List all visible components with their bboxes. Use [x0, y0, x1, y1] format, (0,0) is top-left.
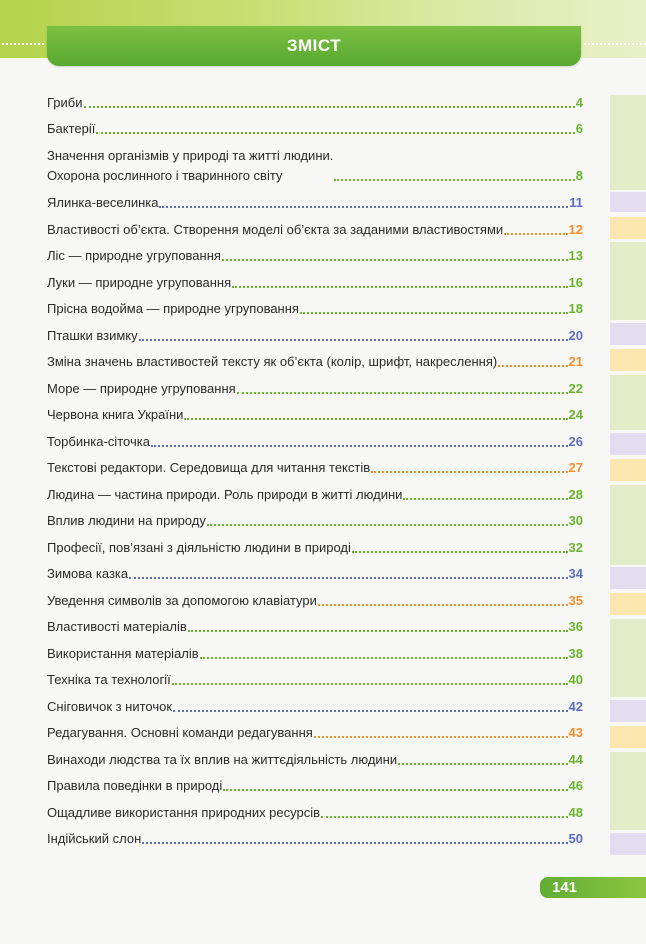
- toc-entry-page: 48: [568, 805, 583, 820]
- toc-entry-page: 46: [568, 778, 583, 793]
- header-tab: [47, 26, 581, 66]
- dot-leader: [159, 206, 568, 208]
- toc-entry-page: 11: [569, 195, 583, 210]
- toc-entry-title: Море — природне угруповання: [47, 381, 236, 396]
- decorative-dots-left: [2, 43, 44, 45]
- dot-leader: [84, 106, 575, 108]
- toc-entry[interactable]: [47, 95, 583, 111]
- toc-entry-title: Редагування. Основні команди редагування: [47, 725, 313, 740]
- toc-entry-page: 18: [568, 301, 583, 316]
- toc-entry-page: 4: [575, 95, 583, 110]
- dot-leader: [223, 789, 567, 791]
- side-strip-purple: [610, 433, 646, 455]
- toc-entry[interactable]: [47, 646, 583, 662]
- page-title: ЗМІСТ: [286, 36, 342, 55]
- toc-entry-page: 32: [568, 540, 583, 555]
- toc-entry-page: 43: [568, 725, 583, 740]
- side-strip-orange: [610, 726, 646, 748]
- toc-entry-title: Техніка та технології: [47, 672, 171, 687]
- toc-entry[interactable]: [47, 460, 583, 476]
- toc-entry-title-line: Значення організмів у природі та житті людини.: [47, 148, 334, 163]
- toc-entry-title: Ліс — природне угруповання: [47, 248, 221, 263]
- side-strip-green: [610, 242, 646, 320]
- dot-leader: [129, 577, 567, 579]
- toc-entry-page: 36: [568, 619, 583, 634]
- dot-leader: [151, 445, 568, 447]
- toc-entry-title: Сніговичок з ниточок: [47, 699, 173, 714]
- toc-entry-page: 12: [568, 222, 583, 237]
- toc-entry-page: 42: [568, 699, 583, 714]
- toc-entry[interactable]: [47, 725, 583, 741]
- toc-entry-title: Професії, пов’язані з діяльністю людини в природі: [47, 540, 351, 555]
- toc-entry[interactable]: [47, 831, 583, 847]
- toc-entry[interactable]: [47, 778, 583, 794]
- toc-entry-title-line: Охорона рослинного і тваринного світу: [47, 168, 283, 183]
- toc-entry[interactable]: [47, 434, 583, 450]
- toc-entry-title: Людина — частина природи. Роль природи в житті людини: [47, 487, 403, 502]
- toc-entry[interactable]: [47, 381, 583, 397]
- side-strip-orange: [610, 217, 646, 239]
- toc-entry-title: Текстові редактори. Середовища для читання текстів: [47, 460, 371, 475]
- dot-leader: [314, 736, 568, 738]
- toc-entry[interactable]: [47, 805, 583, 821]
- dot-leader: [96, 132, 574, 134]
- toc-entry[interactable]: [47, 121, 583, 137]
- dot-leader: [232, 286, 567, 288]
- toc-entry-title: Ялинка-веселинка: [47, 195, 159, 210]
- toc-entry[interactable]: [47, 752, 583, 768]
- toc-entry[interactable]: [47, 566, 583, 582]
- toc-entry[interactable]: [47, 275, 583, 291]
- dot-leader: [184, 418, 567, 420]
- dot-leader: [200, 657, 568, 659]
- dot-leader: [504, 233, 567, 235]
- dot-leader: [207, 524, 568, 526]
- toc-entry-page: 28: [568, 487, 583, 502]
- toc-entry[interactable]: [47, 593, 583, 609]
- toc-entry-title: Пташки взимку: [47, 328, 138, 343]
- side-strip-purple: [610, 833, 646, 855]
- toc-entry-page: 24: [568, 407, 583, 422]
- dot-leader: [318, 604, 568, 606]
- toc-entry[interactable]: [47, 540, 583, 556]
- toc-entry[interactable]: [47, 301, 583, 317]
- side-strip-green: [610, 485, 646, 565]
- dot-leader: [188, 630, 568, 632]
- dot-leader: [352, 551, 568, 553]
- toc-entry-title: Ощадливе використання природних ресурсів: [47, 805, 321, 820]
- dot-leader: [173, 710, 567, 712]
- page-number-tab: [540, 877, 646, 898]
- toc-entry-page: 6: [575, 121, 583, 136]
- toc-entry[interactable]: [47, 328, 583, 344]
- toc-entry[interactable]: [47, 619, 583, 635]
- toc-entry-page: 16: [568, 275, 583, 290]
- toc-entry-title: Луки — природне угруповання: [47, 275, 232, 290]
- toc-entry-page: 22: [568, 381, 583, 396]
- side-strip-orange: [610, 593, 646, 615]
- dot-leader: [398, 763, 567, 765]
- toc-entry[interactable]: [47, 699, 583, 715]
- toc-entry-title: [47, 148, 333, 184]
- toc-entry-title: Червона книга України: [47, 407, 184, 422]
- side-strip-green: [610, 375, 646, 430]
- dot-leader: [142, 842, 567, 844]
- toc-entry-title: Правила поведінки в природі: [47, 778, 223, 793]
- toc-entry[interactable]: [47, 248, 583, 264]
- toc-entry-page: 13: [568, 248, 583, 263]
- toc-entry-page: 50: [568, 831, 583, 846]
- dot-leader: [222, 259, 568, 261]
- page-number: 141: [552, 879, 578, 896]
- dot-leader: [498, 365, 567, 367]
- dot-leader: [300, 312, 568, 314]
- toc-entry-title: Торбинка-сіточка: [47, 434, 150, 449]
- side-strip-purple: [610, 700, 646, 722]
- toc-entry-title: Вплив людини на природу: [47, 513, 206, 528]
- toc-entry[interactable]: [47, 148, 583, 184]
- toc-entry-page: 44: [568, 752, 583, 767]
- toc-entry[interactable]: [47, 222, 583, 238]
- toc-entry-page: 21: [568, 354, 583, 369]
- toc-entry-page: 35: [568, 593, 583, 608]
- side-strip-purple: [610, 192, 646, 212]
- decorative-dots-right: [584, 43, 646, 45]
- toc-entry[interactable]: [47, 513, 583, 529]
- toc-entry-page: 8: [575, 168, 583, 183]
- toc-entry-title: Індійський слон: [47, 831, 142, 846]
- side-strip-orange: [610, 349, 646, 371]
- side-strip-purple: [610, 567, 646, 589]
- side-strip-green: [610, 95, 646, 190]
- toc-entry-page: 27: [568, 460, 583, 475]
- toc-entry[interactable]: [47, 407, 583, 423]
- dot-leader: [371, 471, 567, 473]
- toc-entry[interactable]: [47, 195, 583, 211]
- dot-leader: [237, 392, 568, 394]
- toc-entry[interactable]: [47, 487, 583, 503]
- toc-entry-page: 20: [568, 328, 583, 343]
- toc-entry-title: Зміна значень властивостей тексту як об’єкта (колір, шрифт, накреслення): [47, 354, 498, 369]
- dot-leader: [403, 498, 567, 500]
- side-strip-green: [610, 752, 646, 830]
- toc-entry-title: Бактерії: [47, 121, 96, 136]
- side-strip-orange: [610, 459, 646, 481]
- dot-leader: [334, 179, 574, 181]
- toc-entry-title: Властивості об’єкта. Створення моделі об’єкта за заданими властивостями: [47, 222, 504, 237]
- toc-entry-title: Гриби: [47, 95, 83, 110]
- toc-entry-title: Властивості матеріалів: [47, 619, 187, 634]
- toc-entry-page: 40: [568, 672, 583, 687]
- dot-leader: [321, 816, 568, 818]
- toc-entry-title: Уведення символів за допомогою клавіатури: [47, 593, 317, 608]
- dot-leader: [139, 339, 568, 341]
- side-strip-green: [610, 619, 646, 697]
- toc-entry-title: Винаходи людства та їх вплив на життєдіяльність людини: [47, 752, 398, 767]
- dot-leader: [172, 683, 568, 685]
- toc-entry-title: Використання матеріалів: [47, 646, 199, 661]
- toc-entry-page: 34: [568, 566, 583, 581]
- toc-entry-title: Зимова казка: [47, 566, 129, 581]
- side-strip-purple: [610, 323, 646, 345]
- toc-entry-page: 26: [568, 434, 583, 449]
- toc-entry-page: 30: [568, 513, 583, 528]
- toc-entry[interactable]: [47, 354, 583, 370]
- toc-entry[interactable]: [47, 672, 583, 688]
- toc-entry-title: Прісна водойма — природне угруповання: [47, 301, 299, 316]
- toc-entry-page: 38: [568, 646, 583, 661]
